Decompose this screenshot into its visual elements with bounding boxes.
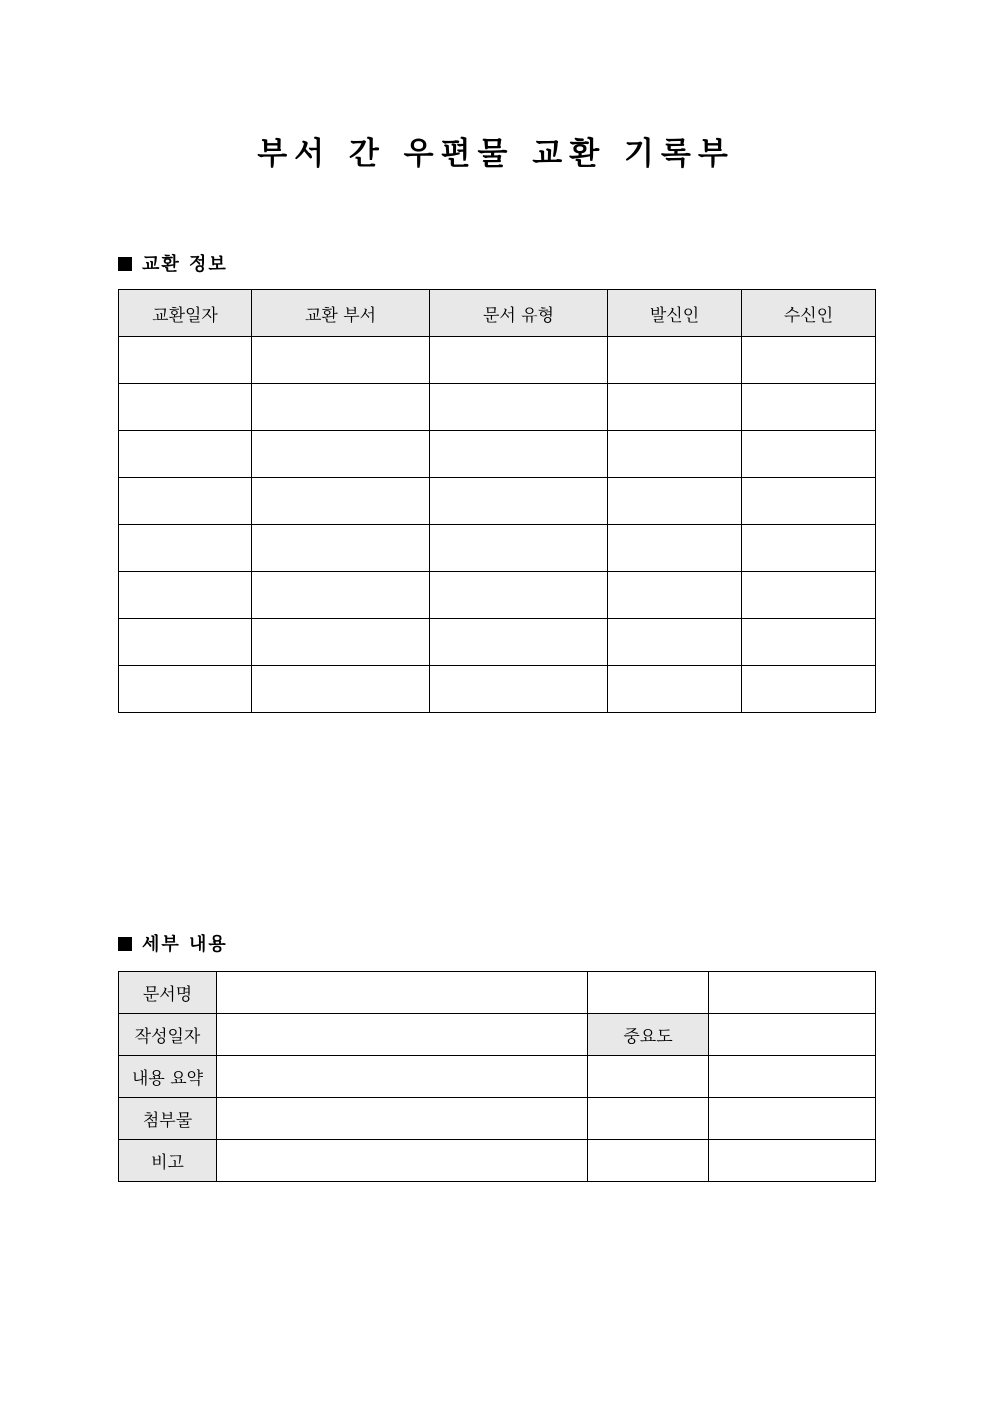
cell-receiver[interactable] — [742, 525, 876, 572]
cell-date[interactable] — [119, 478, 252, 525]
attachments-label: 첨부물 — [119, 1098, 217, 1140]
cell-receiver[interactable] — [742, 384, 876, 431]
table-row — [119, 384, 876, 431]
cell-date[interactable] — [119, 431, 252, 478]
table-row — [119, 619, 876, 666]
exchange-section-label: 교환 정보 — [142, 254, 228, 275]
column-header-sender: 발신인 — [608, 290, 742, 337]
column-header-doc-type: 문서 유형 — [430, 290, 608, 337]
cell-date[interactable] — [119, 619, 252, 666]
cell-receiver[interactable] — [742, 572, 876, 619]
cell-sender[interactable] — [608, 384, 742, 431]
cell-doc-type[interactable] — [430, 525, 608, 572]
exchange-table — [118, 289, 876, 713]
blank-cell[interactable] — [709, 1056, 876, 1098]
cell-sender[interactable] — [608, 431, 742, 478]
cell-sender[interactable] — [608, 666, 742, 713]
blank-cell[interactable] — [588, 1098, 709, 1140]
table-row — [119, 666, 876, 713]
cell-department[interactable] — [252, 666, 430, 713]
cell-doc-type[interactable] — [430, 572, 608, 619]
cell-sender[interactable] — [608, 619, 742, 666]
table-row — [119, 478, 876, 525]
detail-row-remarks — [119, 1140, 876, 1182]
cell-date[interactable] — [119, 525, 252, 572]
cell-date[interactable] — [119, 572, 252, 619]
cell-department[interactable] — [252, 525, 430, 572]
attachments-field[interactable] — [217, 1098, 588, 1140]
created-date-label: 작성일자 — [119, 1014, 217, 1056]
cell-sender[interactable] — [608, 572, 742, 619]
blank-cell[interactable] — [709, 972, 876, 1014]
cell-department[interactable] — [252, 478, 430, 525]
cell-date[interactable] — [119, 384, 252, 431]
table-row — [119, 525, 876, 572]
column-header-receiver: 수신인 — [742, 290, 876, 337]
detail-row-attachments — [119, 1098, 876, 1140]
importance-label: 중요도 — [588, 1014, 709, 1056]
blank-cell[interactable] — [588, 1056, 709, 1098]
cell-department[interactable] — [252, 619, 430, 666]
cell-doc-type[interactable] — [430, 431, 608, 478]
cell-doc-type[interactable] — [430, 478, 608, 525]
cell-department[interactable] — [252, 572, 430, 619]
table-row — [119, 572, 876, 619]
cell-doc-type[interactable] — [430, 384, 608, 431]
detail-row-doc-name — [119, 972, 876, 1014]
cell-date[interactable] — [119, 666, 252, 713]
summary-field[interactable] — [217, 1056, 588, 1098]
cell-date[interactable] — [119, 337, 252, 384]
cell-doc-type[interactable] — [430, 666, 608, 713]
table-header-row — [119, 290, 876, 337]
detail-section-label: 세부 내용 — [142, 934, 228, 955]
column-header-date: 교환일자 — [119, 290, 252, 337]
cell-receiver[interactable] — [742, 666, 876, 713]
column-header-department: 교환 부서 — [252, 290, 430, 337]
doc-name-label: 문서명 — [119, 972, 217, 1014]
cell-receiver[interactable] — [742, 337, 876, 384]
square-bullet-icon — [118, 257, 132, 271]
cell-doc-type[interactable] — [430, 337, 608, 384]
square-bullet-icon — [118, 937, 132, 951]
detail-section-heading — [118, 933, 228, 957]
remarks-label: 비고 — [119, 1140, 217, 1182]
cell-sender[interactable] — [608, 478, 742, 525]
cell-doc-type[interactable] — [430, 619, 608, 666]
cell-sender[interactable] — [608, 525, 742, 572]
detail-table — [118, 971, 876, 1182]
cell-sender[interactable] — [608, 337, 742, 384]
importance-field[interactable] — [709, 1014, 876, 1056]
detail-row-created-date — [119, 1014, 876, 1056]
blank-cell[interactable] — [709, 1140, 876, 1182]
table-row — [119, 337, 876, 384]
cell-department[interactable] — [252, 431, 430, 478]
blank-cell[interactable] — [588, 972, 709, 1014]
table-row — [119, 431, 876, 478]
cell-receiver[interactable] — [742, 478, 876, 525]
remarks-field[interactable] — [217, 1140, 588, 1182]
exchange-section-heading — [118, 253, 228, 277]
cell-department[interactable] — [252, 384, 430, 431]
created-date-field[interactable] — [217, 1014, 588, 1056]
cell-receiver[interactable] — [742, 431, 876, 478]
cell-receiver[interactable] — [742, 619, 876, 666]
cell-department[interactable] — [252, 337, 430, 384]
page-title: 부서 간 우편물 교환 기록부 — [257, 136, 735, 172]
blank-cell[interactable] — [588, 1140, 709, 1182]
summary-label: 내용 요약 — [119, 1056, 217, 1098]
blank-cell[interactable] — [709, 1098, 876, 1140]
doc-name-field[interactable] — [217, 972, 588, 1014]
detail-row-summary — [119, 1056, 876, 1098]
